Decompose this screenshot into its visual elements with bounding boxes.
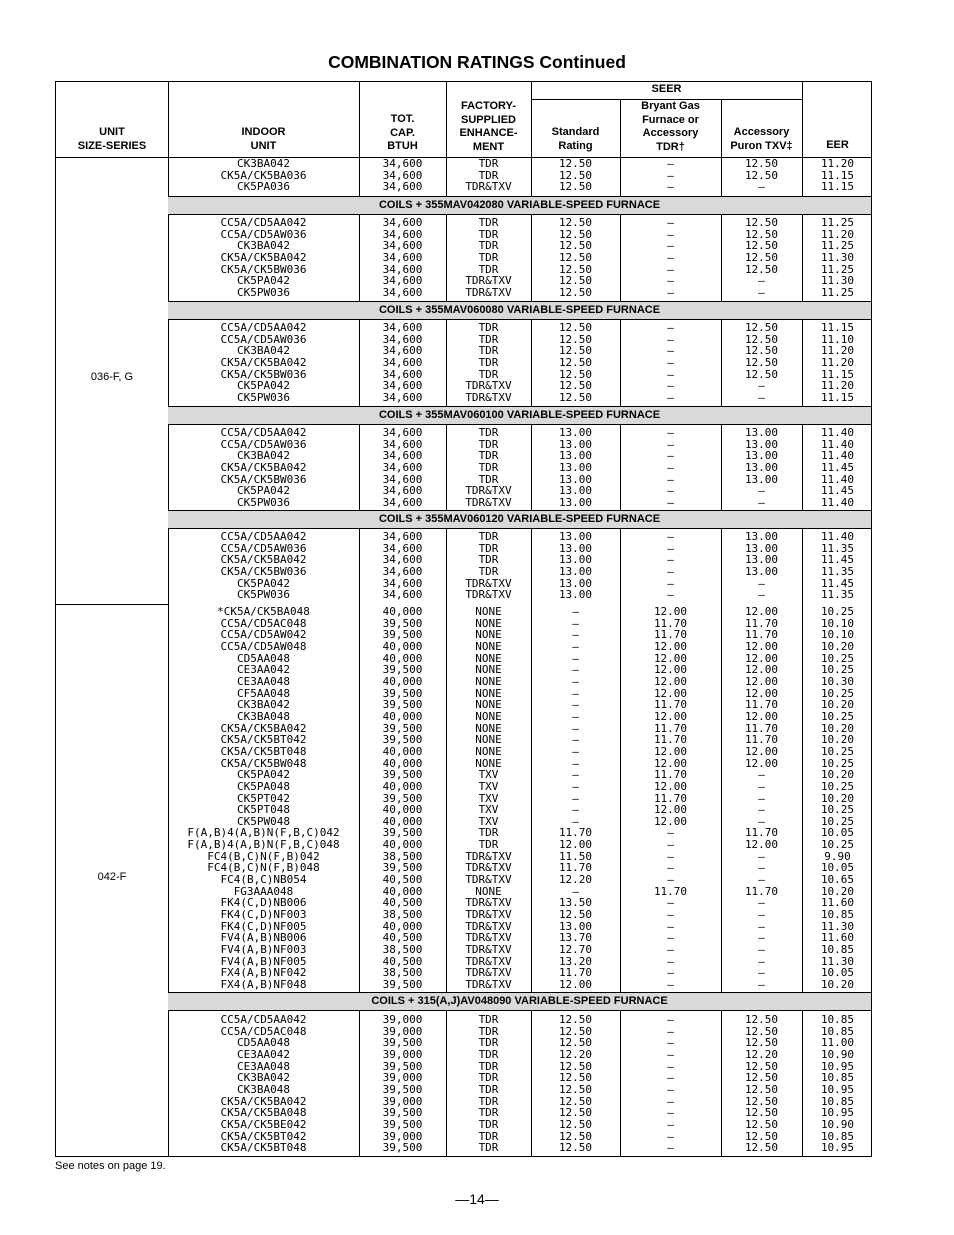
puron-txv-column: 12.00 11.70 11.70 12.00 12.00 12.00 12.00 12.00 11.70 12.00 11.70 11.70 12.00 12.00 — — — — — 11.70 12.00 — — — 11.70 — — — — — — — — [744, 605, 779, 991]
standard-rating-column: 12.50 12.50 12.50 12.20 12.50 12.50 12.50 12.50 12.50 12.50 12.50 12.50 [558, 1013, 593, 1155]
bryant-tdr-column: — — — [667, 157, 674, 194]
eer-column: 10.85 10.85 11.00 10.90 10.95 10.85 10.95 10.85 10.95 10.90 10.85 10.95 [820, 1013, 855, 1155]
bryant-tdr-column: — — — — — — — [667, 321, 674, 404]
header-unit-size-series: UNIT SIZE-SERIES [77, 126, 147, 152]
furnace-heading: COILS + 355MAV042080 VARIABLE-SPEED FURNACE [168, 196, 871, 215]
bryant-tdr-column: — — — — — — — [667, 216, 674, 299]
indoor-unit-column: CC5A/CD5AA042 CC5A/CD5AW036 CK3BA042 CK5A/CK5BA042 CK5A/CK5BW036 CK5PA042 CK5PW036 [220, 216, 307, 299]
standard-rating-column: 12.50 12.50 12.50 [558, 157, 593, 194]
furnace-heading: COILS + 315(A,J)AV048090 VARIABLE-SPEED FURNACE [168, 992, 871, 1011]
bryant-tdr-column: 12.00 11.70 11.70 12.00 12.00 12.00 12.00 12.00 11.70 12.00 11.70 11.70 12.00 12.00 11.70 12.00 11.70 12.00 12.00 — — — — — 11.70 — — — — — — — — [653, 605, 688, 991]
eer-column: 11.40 11.40 11.40 11.45 11.40 11.45 11.40 [820, 426, 855, 509]
bryant-tdr-column: — — — — — — [667, 530, 674, 602]
capacity-column: 34,600 34,600 34,600 [382, 157, 423, 194]
size-series-label: 036-F, G [90, 371, 134, 383]
standard-rating-column: 13.00 13.00 13.00 13.00 13.00 13.00 13.00 [558, 426, 593, 509]
puron-txv-column: 13.00 13.00 13.00 13.00 13.00 — — [744, 426, 779, 509]
header-puron-txv: Accessory Puron TXV‡ [730, 126, 793, 152]
bryant-tdr-column: — — — — — — — [667, 426, 674, 509]
header-standard-rating: Standard Rating [551, 126, 600, 152]
page-title: COMBINATION RATINGS Continued [328, 52, 626, 72]
standard-rating-column: 13.00 13.00 13.00 13.00 13.00 13.00 [558, 530, 593, 602]
enhancement-column: TDR TDR TDR&TXV [465, 157, 512, 194]
header-total-capacity: TOT. CAP. BTUH [387, 113, 418, 152]
furnace-heading: COILS + 355MAV060120 VARIABLE-SPEED FURNACE [168, 510, 871, 529]
furnace-heading: COILS + 355MAV060080 VARIABLE-SPEED FURNACE [168, 301, 871, 320]
header-eer: EER [826, 139, 849, 151]
enhancement-column: TDR TDR TDR TDR TDR TDR TDR TDR TDR TDR TDR TDR [478, 1013, 499, 1155]
capacity-column: 34,600 34,600 34,600 34,600 34,600 34,600 34,600 [382, 426, 423, 509]
capacity-column: 40,000 39,500 39,500 40,000 40,000 39,500 40,000 39,500 39,500 40,000 39,500 39,500 40,000 40,000 39,500 40,000 39,500 40,000 40,000 39,500 40,000 38,500 39,500 40,500 40,000 40,500 38,500 40,000 40,500 38,500 40,500 38,500 39,500 [382, 605, 423, 991]
enhancement-column: TDR TDR TDR TDR TDR TDR&TXV TDR&TXV [465, 216, 512, 299]
indoor-unit-column: *CK5A/CK5BA048 CC5A/CD5AC048 CC5A/CD5AW042 CC5A/CD5AW048 CD5AA048 CE3AA042 CE3AA048 CF5AA048 CK3BA042 CK3BA048 CK5A/CK5BA042 CK5A/CK5BT042 CK5A/CK5BT048 CK5A/CK5BW048 CK5PA042 CK5PA048 CK5PT042 CK5PT048 CK5PW048 F(A,B)4(A,B)N(F,B,C)042 F(A,B)4(A,B)N(F,B,C)048 FC4(B,C)N(F,B)042 FC4(B,C)N(F,B)048 FC4(B,C)NB054 FG3AAA048 FK4(C,D)NB006 FK4(C,D)NF003 FK4(C,D)NF005 FV4(A,B)NB006 FV4(A,B)NF003 FV4(A,B)NF005 FX4(A,B)NF042 FX4(A,B)NF048 [187, 605, 340, 991]
footnote: See notes on page 19. [55, 1160, 166, 1172]
combination-ratings-table [55, 81, 872, 1157]
enhancement-column: TDR TDR TDR TDR TDR TDR&TXV TDR&TXV [465, 426, 512, 509]
standard-rating-column: — — — — — — — — — — — — — — — — — — — 11.70 12.00 11.50 11.70 12.20 — 13.50 12.50 13.00 13.70 12.70 13.20 11.70 12.00 [558, 605, 593, 991]
standard-rating-column: 12.50 12.50 12.50 12.50 12.50 12.50 12.50 [558, 321, 593, 404]
header-indoor-unit: INDOOR UNIT [241, 126, 286, 152]
puron-txv-column: 12.50 12.50 12.50 12.50 12.50 — — [744, 321, 779, 404]
indoor-unit-column: CC5A/CD5AA042 CC5A/CD5AW036 CK3BA042 CK5A/CK5BA042 CK5A/CK5BW036 CK5PA042 CK5PW036 [220, 426, 307, 509]
header-seer: SEER [651, 83, 682, 95]
indoor-unit-column: CC5A/CD5AA042 CC5A/CD5AW036 CK3BA042 CK5A/CK5BA042 CK5A/CK5BW036 CK5PA042 CK5PW036 [220, 321, 307, 404]
bryant-tdr-column: — — — — — — — — — — — — [667, 1013, 674, 1155]
puron-txv-column: 13.00 13.00 13.00 13.00 — — [744, 530, 779, 602]
eer-column: 11.25 11.20 11.25 11.30 11.25 11.30 11.25 [820, 216, 855, 299]
furnace-heading: COILS + 355MAV060100 VARIABLE-SPEED FURNACE [168, 406, 871, 425]
puron-txv-column: 12.50 12.50 12.50 12.20 12.50 12.50 12.50 12.50 12.50 12.50 12.50 12.50 [744, 1013, 779, 1155]
puron-txv-column: 12.50 12.50 — [744, 157, 779, 194]
size-series-label: 042-F [97, 871, 127, 883]
eer-column: 11.20 11.15 11.15 [820, 157, 855, 194]
standard-rating-column: 12.50 12.50 12.50 12.50 12.50 12.50 12.50 [558, 216, 593, 299]
indoor-unit-column: CC5A/CD5AA042 CC5A/CD5AW036 CK5A/CK5BA042 CK5A/CK5BW036 CK5PA042 CK5PW036 [220, 530, 307, 602]
indoor-unit-column: CK3BA042 CK5A/CK5BA036 CK5PA036 [220, 157, 307, 194]
indoor-unit-column: CC5A/CD5AA042 CC5A/CD5AC048 CD5AA048 CE3AA042 CE3AA048 CK3BA042 CK3BA048 CK5A/CK5BA042 CK5A/CK5BA048 CK5A/CK5BE042 CK5A/CK5BT042 CK5A/CK5BT048 [220, 1013, 307, 1155]
capacity-column: 34,600 34,600 34,600 34,600 34,600 34,600 34,600 [382, 321, 423, 404]
eer-column: 11.15 11.10 11.20 11.20 11.15 11.20 11.15 [820, 321, 855, 404]
puron-txv-column: 12.50 12.50 12.50 12.50 12.50 — — [744, 216, 779, 299]
header-factory-enhancement: FACTORY- SUPPLIED ENHANCE- MENT [459, 100, 518, 153]
eer-column: 10.25 10.10 10.10 10.20 10.25 10.25 10.30 10.25 10.20 10.25 10.20 10.20 10.25 10.25 10.20 10.25 10.20 10.25 10.25 10.05 10.25 9.90 10.05 10.65 10.20 11.60 10.85 11.30 11.60 10.85 11.30 10.05 10.20 [820, 605, 855, 991]
header-bryant-tdr: Bryant Gas Furnace or Accessory TDR† [641, 100, 700, 153]
enhancement-column: TDR TDR TDR TDR TDR&TXV TDR&TXV [465, 530, 512, 602]
page-number: —14— [455, 1191, 499, 1207]
enhancement-column: NONE NONE NONE NONE NONE NONE NONE NONE NONE NONE NONE NONE NONE NONE TXV TXV TXV TXV TXV TDR TDR TDR&TXV TDR&TXV TDR&TXV NONE TDR&TXV TDR&TXV TDR&TXV TDR&TXV TDR&TXV TDR&TXV TDR&TXV TDR&TXV [465, 605, 512, 991]
enhancement-column: TDR TDR TDR TDR TDR TDR&TXV TDR&TXV [465, 321, 512, 404]
eer-column: 11.40 11.35 11.45 11.35 11.45 11.35 [820, 530, 855, 602]
capacity-column: 34,600 34,600 34,600 34,600 34,600 34,600 34,600 [382, 216, 423, 299]
capacity-column: 34,600 34,600 34,600 34,600 34,600 34,600 [382, 530, 423, 602]
capacity-column: 39,000 39,000 39,500 39,000 39,500 39,000 39,500 39,000 39,500 39,500 39,000 39,500 [382, 1013, 423, 1155]
